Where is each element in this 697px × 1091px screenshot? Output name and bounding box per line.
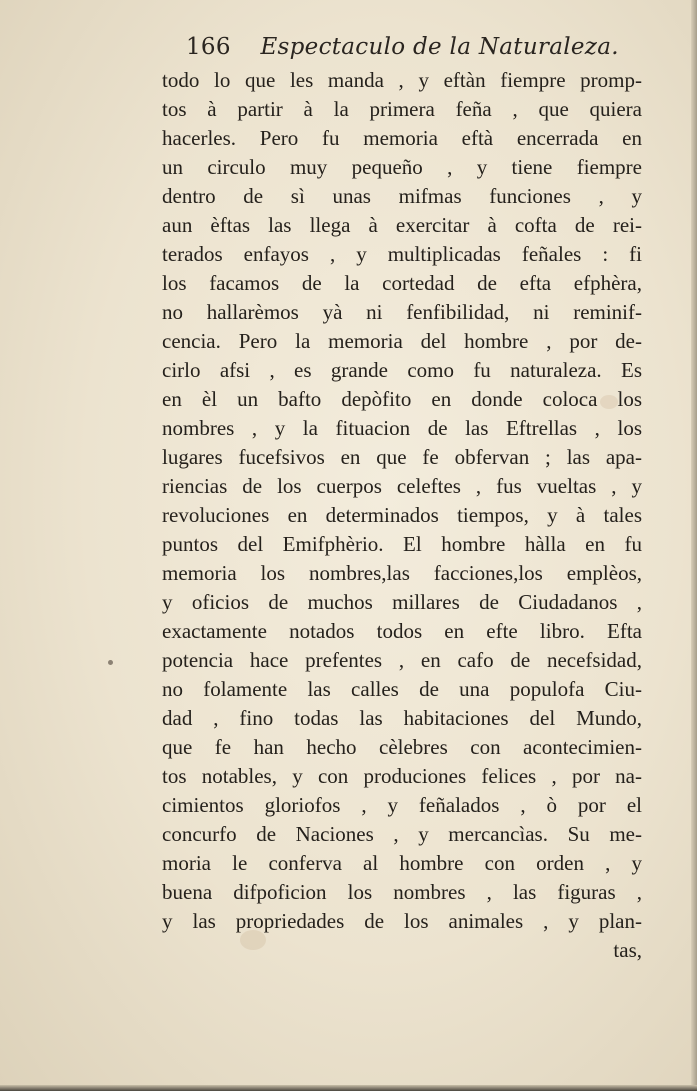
text-line: potencia hace prefentes , en cafo de necefsidad, — [162, 648, 642, 672]
text-line: no folamente las calles de una populofa Ciu- — [162, 677, 642, 701]
text-line: los facamos de la cortedad de efta efphèra, — [162, 271, 642, 295]
text-line: cimientos gloriofos , y feñalados , ò por el — [162, 793, 642, 817]
catchword: tas, — [613, 938, 642, 962]
text-line: y oficios de muchos millares de Ciudadanos , — [162, 590, 642, 614]
page-edge — [691, 0, 697, 1091]
text-line: tos à partir à la primera feña , que quiera — [162, 97, 642, 121]
text-line: no hallarèmos yà ni fenfibilidad, ni reminif- — [162, 300, 642, 324]
page-number: 166 — [186, 34, 231, 60]
text-line: todo lo que les manda , y eftàn fiempre promp- — [162, 68, 642, 92]
text-line: concurfo de Naciones , y mercancìas. Su me- — [162, 822, 642, 846]
text-line: riencias de los cuerpos celeftes , fus vueltas , y — [162, 474, 642, 498]
text-line: terados enfayos , y multiplicadas feñales : fi — [162, 242, 642, 266]
text-line: tos notables, y con produciones felices , por na- — [162, 764, 642, 788]
text-line: exactamente notados todos en efte libro. Efta — [162, 619, 642, 643]
text-line: buena difpoficion los nombres , las figuras , — [162, 880, 642, 904]
text-line: dentro de sì unas mifmas funciones , y — [162, 184, 642, 208]
text-line: lugares fucefsivos en que fe obfervan ; las apa- — [162, 445, 642, 469]
text-line: nombres , y la fituacion de las Eftrellas , los — [162, 416, 642, 440]
ink-speck — [108, 660, 113, 665]
text-line: dad , fino todas las habitaciones del Mundo, — [162, 706, 642, 730]
text-line: puntos del Emifphèrio. El hombre hàlla en fu — [162, 532, 642, 556]
text-line: memoria los nombres,las facciones,los emplèos, — [162, 561, 642, 585]
text-line: hacerles. Pero fu memoria eftà encerrada en — [162, 126, 642, 150]
text-line: y las propriedades de los animales , y plan- — [162, 909, 642, 933]
page-header — [186, 34, 619, 60]
page-edge — [0, 1085, 697, 1091]
text-line: que fe han hecho cèlebres con acontecimien- — [162, 735, 642, 759]
running-title: Espectaculo de la Naturaleza. — [260, 34, 619, 60]
text-line: en èl un bafto depòfito en donde coloca los — [162, 387, 642, 411]
body-text — [162, 66, 642, 965]
text-line: un circulo muy pequeño , y tiene fiempre — [162, 155, 642, 179]
text-line: moria le conferva al hombre con orden , y — [162, 851, 642, 875]
text-line: aun èftas las llega à exercitar à cofta de rei- — [162, 213, 642, 237]
text-line: revoluciones en determinados tiempos, y à tales — [162, 503, 642, 527]
text-line: cirlo afsi , es grande como fu naturaleza. Es — [162, 358, 642, 382]
text-line: cencia. Pero la memoria del hombre , por de- — [162, 329, 642, 353]
